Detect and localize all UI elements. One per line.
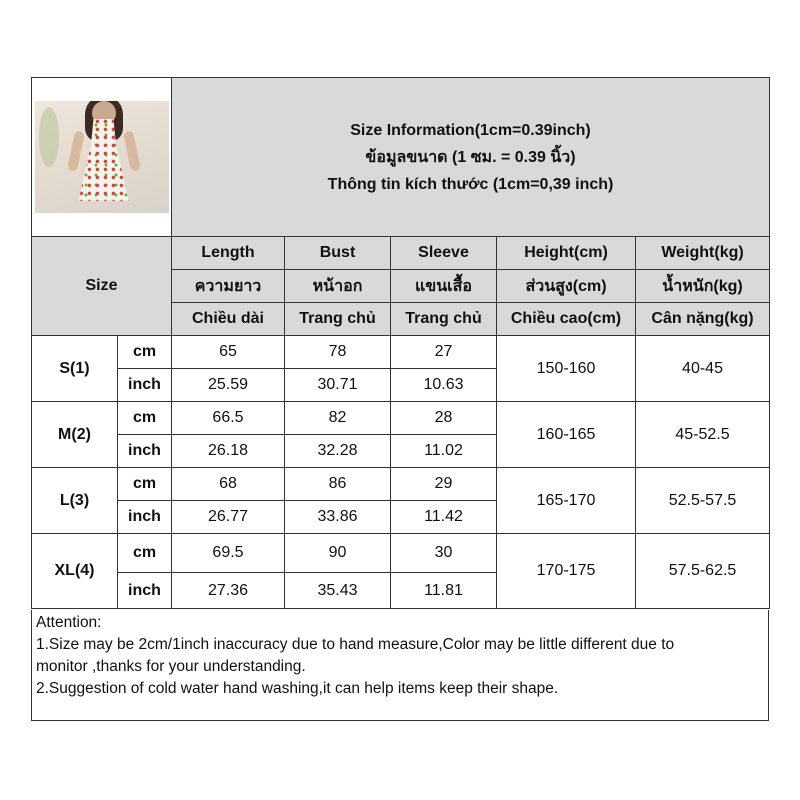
col-header-bust-vi: Trang chủ bbox=[285, 303, 391, 336]
table-cell: 30.71 bbox=[285, 369, 391, 402]
attention-line-3: 2.Suggestion of cold water hand washing,it can help items keep their shape. bbox=[36, 680, 559, 697]
unit-inch: inch bbox=[118, 435, 172, 468]
table-cell: 82 bbox=[285, 402, 391, 435]
table-cell: 66.5 bbox=[172, 402, 285, 435]
size-name-l: L(3) bbox=[32, 468, 118, 534]
col-header-weight-th: น้ำหนัก(kg) bbox=[636, 270, 770, 303]
size-name-m: M(2) bbox=[32, 402, 118, 468]
table-cell: 27 bbox=[391, 336, 497, 369]
table-cell: 11.81 bbox=[391, 573, 497, 609]
weight-range: 52.5-57.5 bbox=[636, 468, 770, 534]
attention-heading: Attention: bbox=[36, 614, 102, 631]
col-header-weight-en: Weight(kg) bbox=[636, 237, 770, 270]
unit-cm: cm bbox=[118, 534, 172, 573]
height-range: 170-175 bbox=[497, 534, 636, 609]
height-range: 165-170 bbox=[497, 468, 636, 534]
table-cell: 65 bbox=[172, 336, 285, 369]
size-header: Size bbox=[32, 237, 172, 336]
col-header-bust-th: หน้าอก bbox=[285, 270, 391, 303]
table-cell: 68 bbox=[172, 468, 285, 501]
table-cell: 90 bbox=[285, 534, 391, 573]
height-range: 150-160 bbox=[497, 336, 636, 402]
table-cell: 78 bbox=[285, 336, 391, 369]
table-cell: 32.28 bbox=[285, 435, 391, 468]
height-range: 160-165 bbox=[497, 402, 636, 468]
table-cell: 26.18 bbox=[172, 435, 285, 468]
table-cell: 26.77 bbox=[172, 501, 285, 534]
col-header-sleeve-en: Sleeve bbox=[391, 237, 497, 270]
col-header-weight-vi: Cân nặng(kg) bbox=[636, 303, 770, 336]
table-cell: 27.36 bbox=[172, 573, 285, 609]
product-photo-cell bbox=[32, 78, 172, 237]
attention-line-2: monitor ,thanks for your understanding. bbox=[36, 658, 306, 675]
unit-inch: inch bbox=[118, 501, 172, 534]
unit-cm: cm bbox=[118, 336, 172, 369]
unit-cm: cm bbox=[118, 468, 172, 501]
attention-notes bbox=[31, 610, 769, 721]
table-cell: 25.59 bbox=[172, 369, 285, 402]
unit-inch: inch bbox=[118, 573, 172, 609]
title-thai: ข้อมูลขนาด (1 ซม. = 0.39 นิ้ว) bbox=[365, 148, 576, 166]
col-header-bust-en: Bust bbox=[285, 237, 391, 270]
table-cell: 33.86 bbox=[285, 501, 391, 534]
unit-inch: inch bbox=[118, 369, 172, 402]
weight-range: 57.5-62.5 bbox=[636, 534, 770, 609]
size-name-s: S(1) bbox=[32, 336, 118, 402]
table-cell: 35.43 bbox=[285, 573, 391, 609]
table-cell: 29 bbox=[391, 468, 497, 501]
title-vietnamese: Thông tin kích thước (1cm=0,39 inch) bbox=[327, 175, 614, 193]
col-header-height-vi: Chiều cao(cm) bbox=[497, 303, 636, 336]
weight-range: 45-52.5 bbox=[636, 402, 770, 468]
title-block bbox=[172, 78, 770, 237]
col-header-length-en: Length bbox=[172, 237, 285, 270]
attention-line-1: 1.Size may be 2cm/1inch inaccuracy due to hand measure,Color may be little different due to bbox=[36, 636, 675, 653]
table-cell: 30 bbox=[391, 534, 497, 573]
table-cell: 11.42 bbox=[391, 501, 497, 534]
col-header-height-th: ส่วนสูง(cm) bbox=[497, 270, 636, 303]
dress-photo-icon bbox=[35, 101, 169, 213]
title-english: Size Information(1cm=0.39inch) bbox=[350, 121, 591, 139]
col-header-sleeve-vi: Trang chủ bbox=[391, 303, 497, 336]
size-name-xl: XL(4) bbox=[32, 534, 118, 609]
table-cell: 69.5 bbox=[172, 534, 285, 573]
size-chart-table bbox=[31, 77, 770, 609]
col-header-height-en: Height(cm) bbox=[497, 237, 636, 270]
unit-cm: cm bbox=[118, 402, 172, 435]
weight-range: 40-45 bbox=[636, 336, 770, 402]
table-cell: 10.63 bbox=[391, 369, 497, 402]
table-cell: 11.02 bbox=[391, 435, 497, 468]
col-header-length-th: ความยาว bbox=[172, 270, 285, 303]
col-header-sleeve-th: แขนเสื้อ bbox=[391, 270, 497, 303]
table-cell: 28 bbox=[391, 402, 497, 435]
col-header-length-vi: Chiều dài bbox=[172, 303, 285, 336]
table-cell: 86 bbox=[285, 468, 391, 501]
